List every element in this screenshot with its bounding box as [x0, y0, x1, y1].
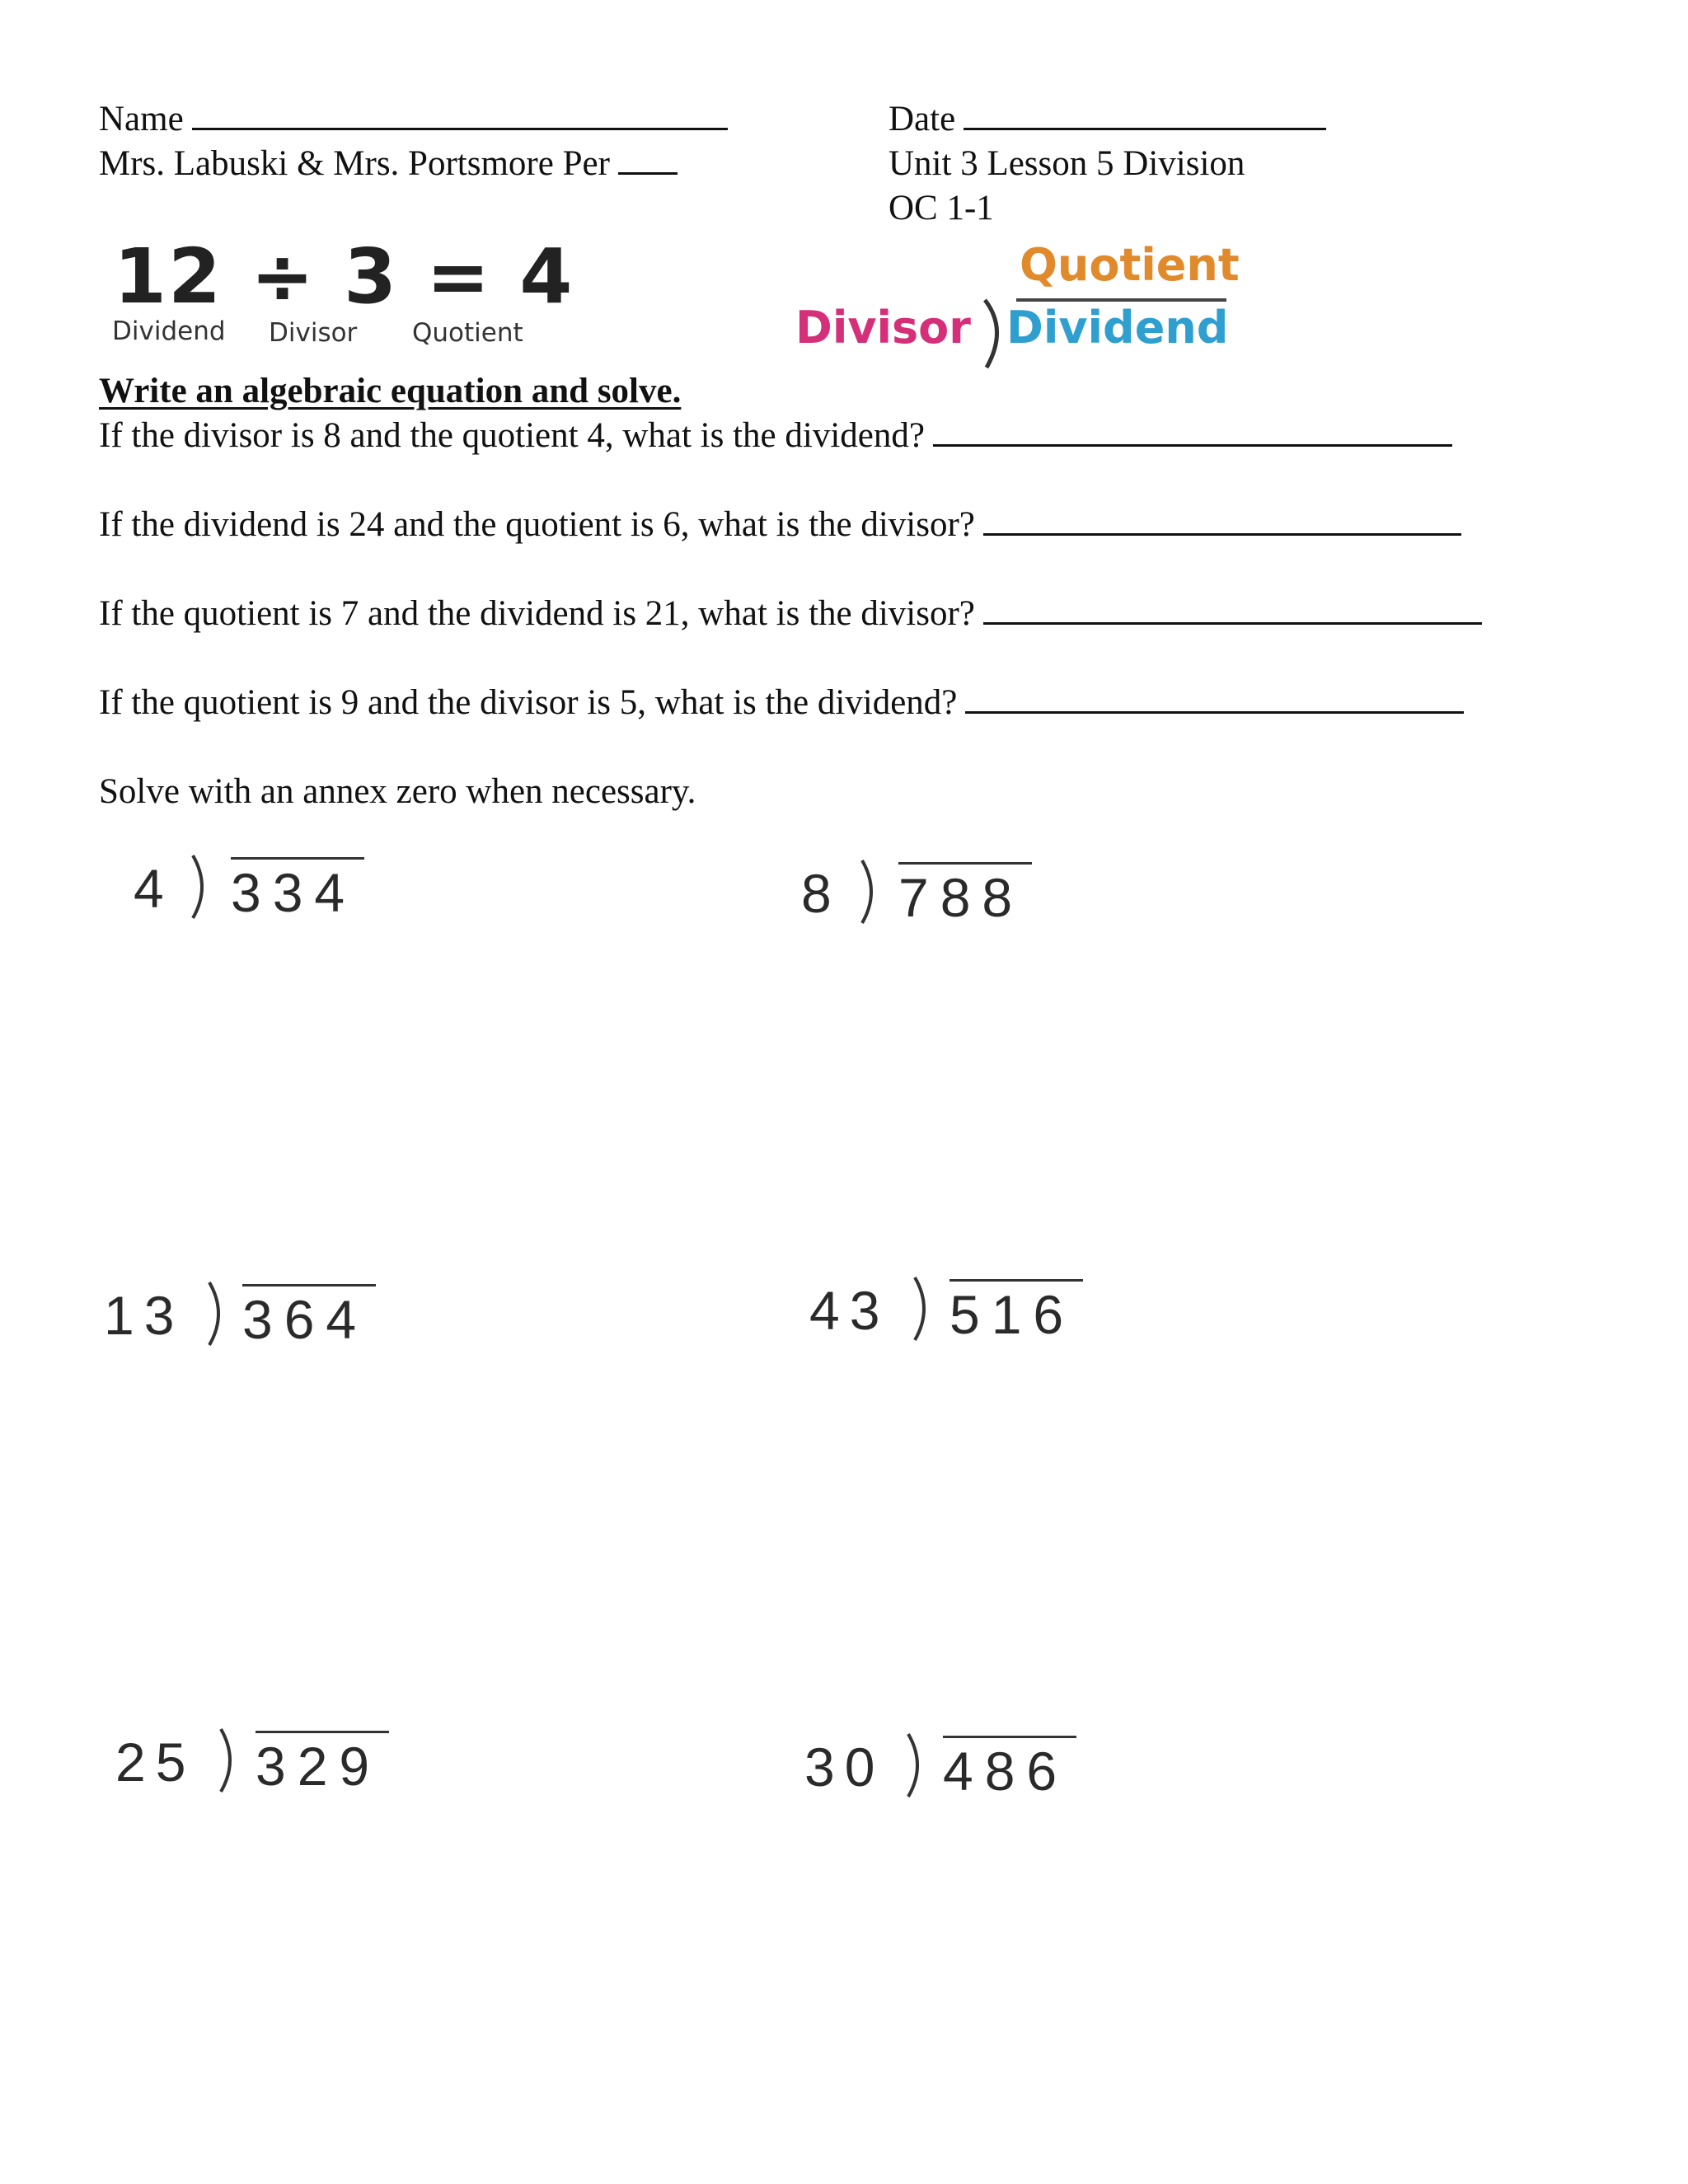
answer-1-line[interactable] [933, 416, 1452, 447]
question-2-text: If the dividend is 24 and the quotient is 6, what is the divisor? [99, 505, 975, 544]
problem-6-dividend: 486 [943, 1736, 1076, 1802]
name-input-line[interactable] [192, 100, 728, 130]
problem-4-bracket [910, 1274, 935, 1343]
long-division-diagram [795, 239, 1257, 371]
section2-instruction: Solve with an annex zero when necessary. [99, 772, 696, 811]
date-line [889, 97, 1326, 142]
problem-3-bracket [204, 1279, 229, 1348]
problem-6-bracket [903, 1731, 928, 1800]
date-label: Date [889, 100, 956, 138]
problem-3-divisor: 13 [104, 1285, 185, 1346]
problem-6-divisor: 30 [804, 1736, 885, 1797]
teachers-text: Mrs. Labuski & Mrs. Portsmore Per [99, 144, 610, 183]
problem-5-dividend: 329 [256, 1731, 389, 1797]
dividend-caption: Dividend [112, 316, 226, 346]
name-line [99, 97, 728, 142]
problem-5-bracket [216, 1726, 241, 1795]
answer-4-line[interactable] [965, 683, 1464, 714]
answer-3-line[interactable] [983, 594, 1482, 625]
question-1 [99, 414, 1452, 458]
problem-4-dividend: 516 [950, 1279, 1083, 1346]
problem-1-dividend: 334 [231, 857, 364, 924]
section1-heading: Write an algebraic equation and solve. [99, 372, 682, 410]
diagram-divisor: Divisor [795, 302, 971, 354]
question-4 [99, 681, 1464, 725]
division-equation: 12 ÷ 3 = 4 [114, 232, 574, 321]
quotient-caption: Quotient [412, 318, 523, 348]
problem-1-bracket [188, 852, 213, 921]
problem-1-divisor: 4 [134, 858, 174, 919]
problem-2-divisor: 8 [801, 863, 842, 924]
period-input-line[interactable] [618, 144, 678, 175]
date-input-line[interactable] [964, 100, 1326, 130]
question-3-text: If the quotient is 7 and the dividend is 21, what is the divisor? [99, 594, 975, 633]
question-3 [99, 592, 1482, 636]
divisor-caption: Divisor [269, 318, 358, 348]
answer-2-line[interactable] [983, 505, 1461, 536]
problem-3-dividend: 364 [242, 1284, 376, 1351]
name-label: Name [99, 100, 184, 138]
problem-2-dividend: 788 [898, 862, 1032, 929]
diagram-quotient: Quotient [1020, 239, 1240, 291]
question-1-text: If the divisor is 8 and the quotient 4, what is the dividend? [99, 416, 925, 455]
teacher-line [99, 142, 678, 186]
diagram-dividend: Dividend [1006, 302, 1229, 354]
question-4-text: If the quotient is 9 and the divisor is 5, what is the dividend? [99, 683, 958, 722]
problem-4-divisor: 43 [809, 1280, 890, 1341]
problem-5-divisor: 25 [115, 1732, 196, 1793]
problem-2-bracket [857, 857, 882, 926]
question-2 [99, 503, 1461, 547]
unit-title: Unit 3 Lesson 5 Division [889, 144, 1245, 183]
outcome-code: OC 1-1 [889, 189, 994, 227]
